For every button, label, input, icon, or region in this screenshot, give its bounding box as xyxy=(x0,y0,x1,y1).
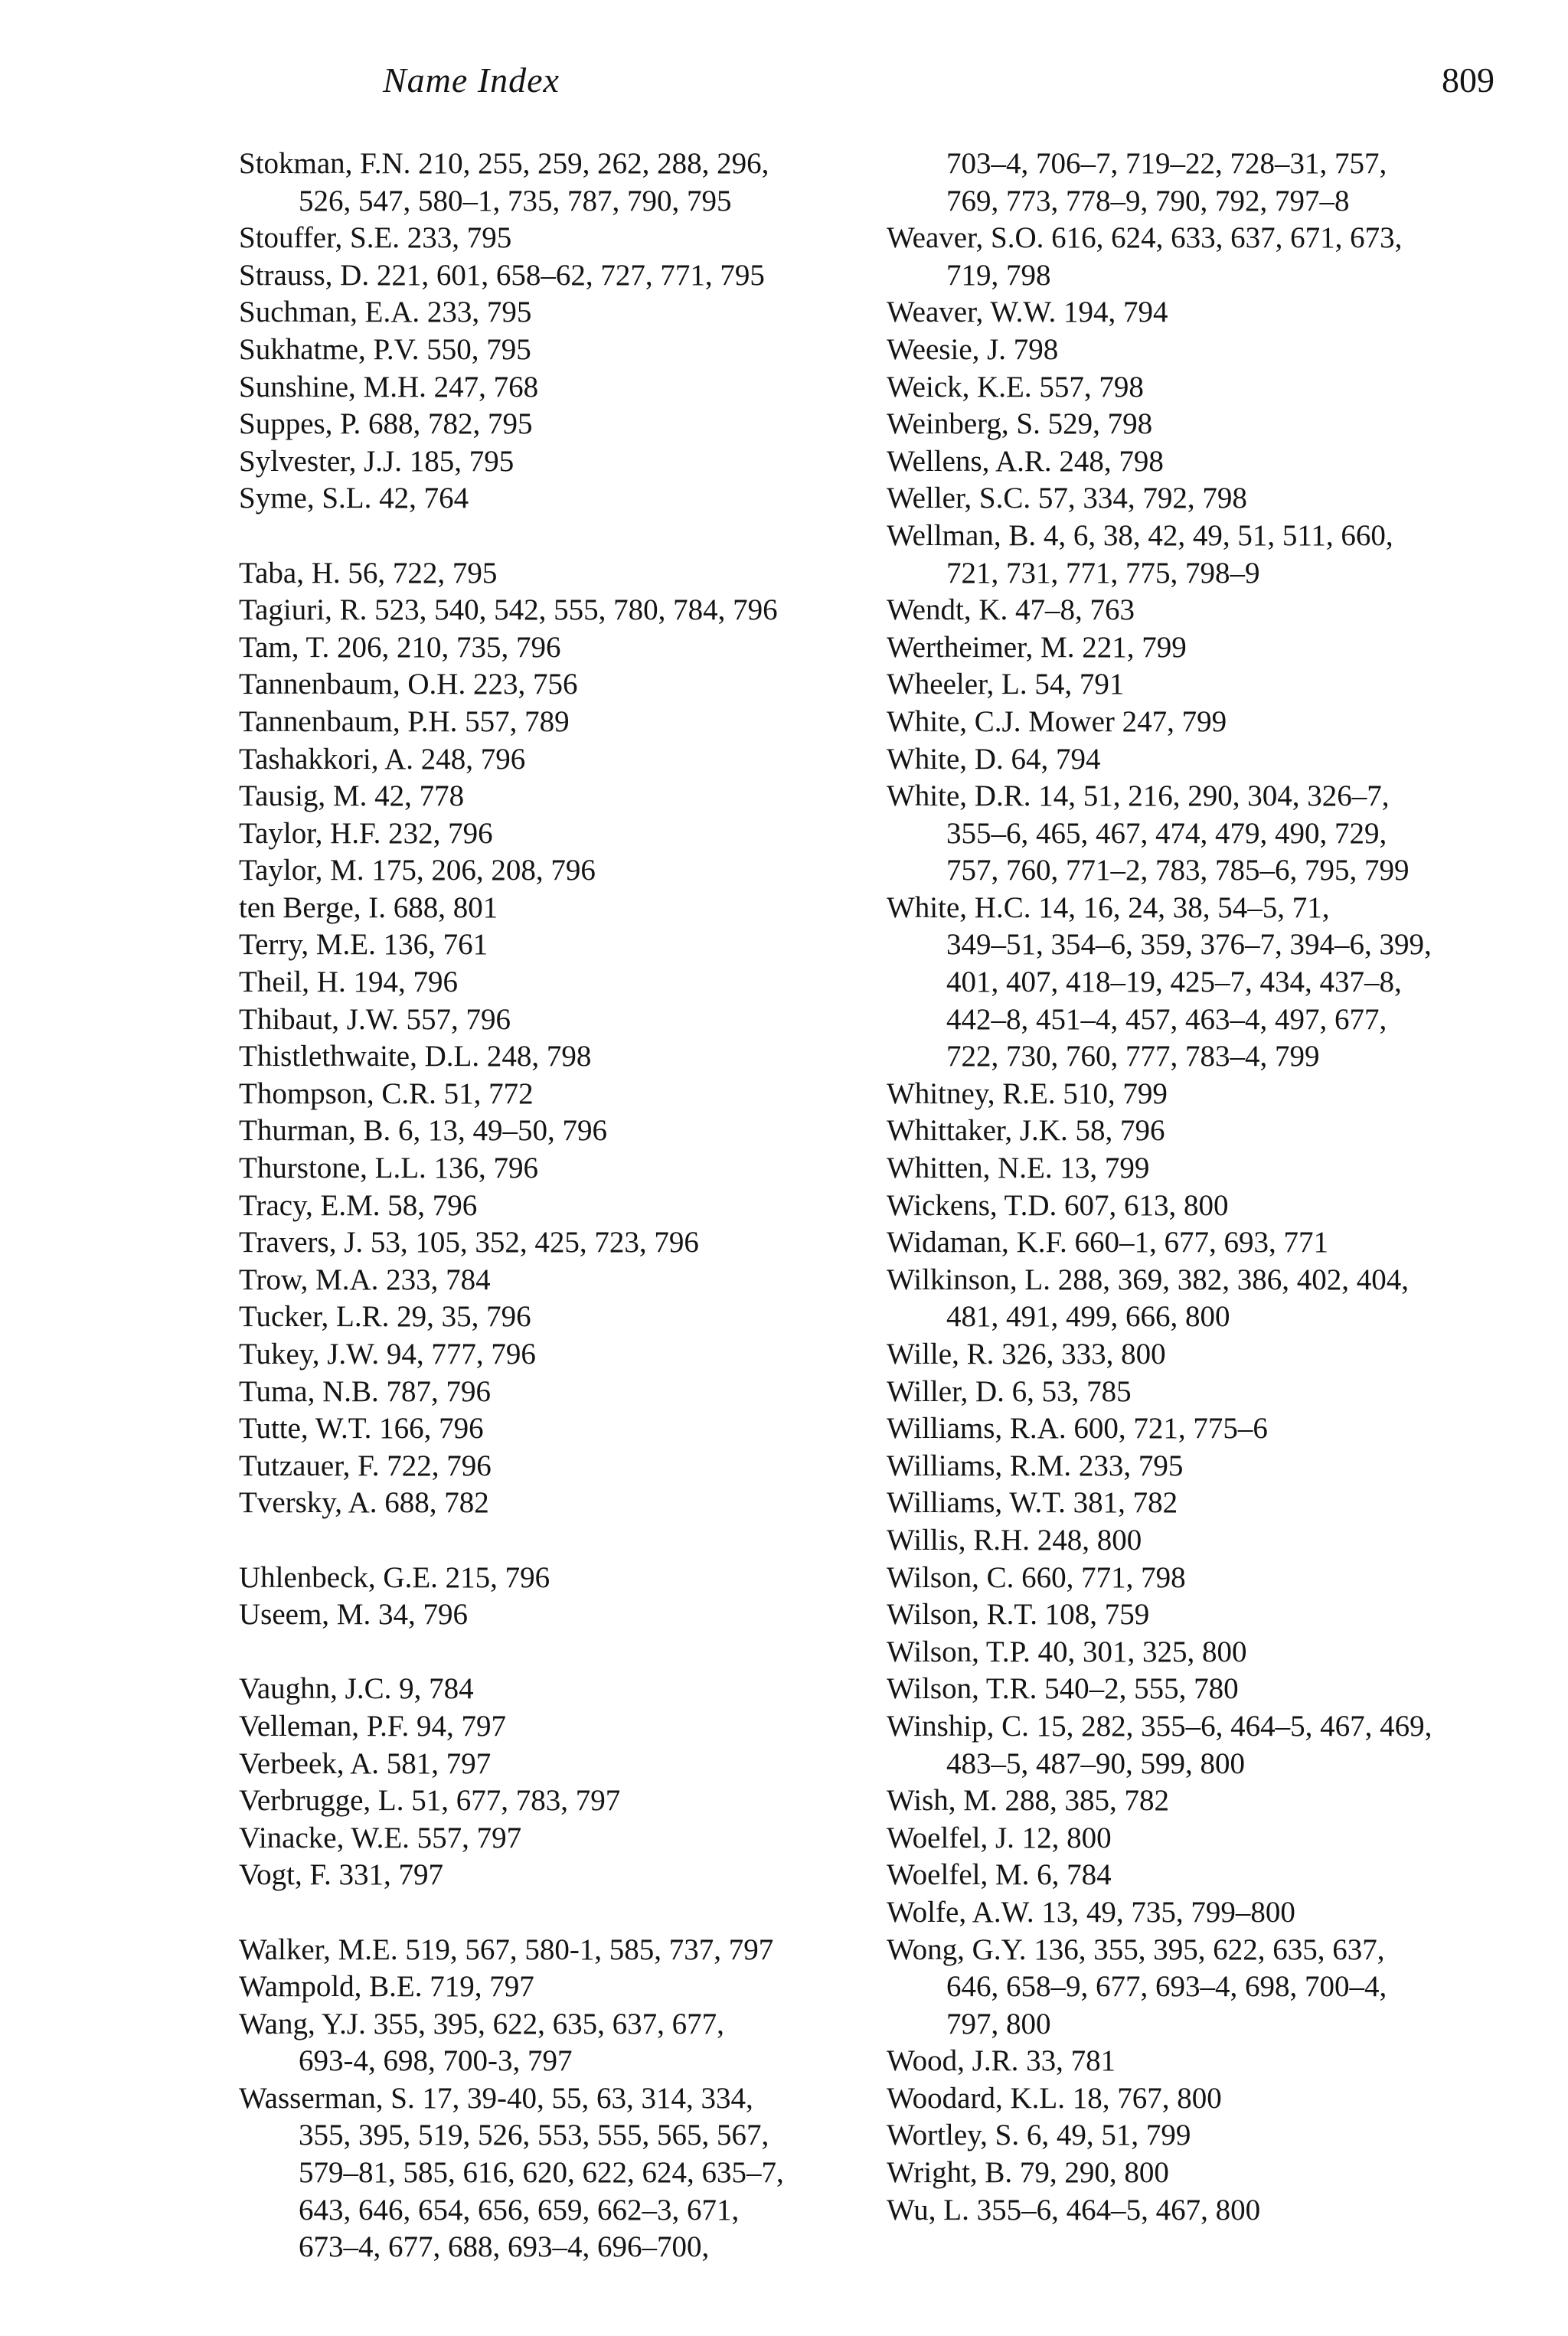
index-entry xyxy=(887,2155,1514,2192)
index-entry xyxy=(887,741,1514,779)
index-entry xyxy=(239,964,890,1001)
index-entry-line: Tannenbaum, O.H. 223, 756 xyxy=(239,668,578,701)
index-entry-line: Wong, G.Y. 136, 355, 395, 622, 635, 637, xyxy=(887,1933,1385,1966)
index-entry xyxy=(887,294,1514,332)
index-entry-line: Useem, M. 34, 796 xyxy=(239,1598,468,1632)
index-entry-continuation-line: 769, 773, 778–9, 790, 792, 797–8 xyxy=(946,184,1350,217)
index-entry xyxy=(239,1968,890,2006)
index-entry xyxy=(239,1076,890,1113)
index-entry xyxy=(887,480,1514,518)
index-entry xyxy=(239,369,890,407)
index-entry-line: Whitten, N.E. 13, 799 xyxy=(887,1152,1150,1185)
index-entry xyxy=(239,926,890,964)
index-entry-continuation-line: 483–5, 487–90, 599, 800 xyxy=(946,1746,1245,1780)
index-entry-line: Travers, J. 53, 105, 352, 425, 723, 796 xyxy=(239,1226,699,1259)
index-entry xyxy=(239,741,890,779)
index-entry xyxy=(887,1336,1514,1374)
index-entry-line: White, D. 64, 794 xyxy=(887,742,1101,776)
index-entry-continuation-line: 646, 658–9, 677, 693–4, 698, 700–4, xyxy=(946,1970,1387,2004)
index-entry xyxy=(239,592,890,629)
index-entry xyxy=(239,1560,890,1597)
index-entry xyxy=(239,704,890,741)
index-entry-line: Winship, C. 15, 282, 355–6, 464–5, 467, 469, xyxy=(887,1709,1432,1743)
index-entry-continuation-line: 797, 800 xyxy=(946,2007,1051,2040)
index-entry-line: Thompson, C.R. 51, 772 xyxy=(239,1077,534,1110)
letter-group-gap xyxy=(239,1634,890,1671)
index-entry-line: Wu, L. 355–6, 464–5, 467, 800 xyxy=(887,2193,1261,2227)
index-entry-continuation-line: 721, 731, 771, 775, 798–9 xyxy=(946,556,1260,590)
index-entry xyxy=(887,220,1514,294)
index-entry-line: Wish, M. 288, 385, 782 xyxy=(887,1784,1169,1818)
index-entry xyxy=(887,518,1514,592)
index-entry-line: Velleman, P.F. 94, 797 xyxy=(239,1709,506,1743)
letter-group-gap xyxy=(239,1522,890,1560)
index-entry xyxy=(887,332,1514,369)
index-entry xyxy=(887,2192,1514,2230)
index-entry xyxy=(239,1671,890,1708)
index-entry-line: Tukey, J.W. 94, 777, 796 xyxy=(239,1338,536,1371)
index-entry-line: Wilkinson, L. 288, 369, 382, 386, 402, 404, xyxy=(887,1263,1410,1296)
index-entry-continuation-line: 442–8, 451–4, 457, 463–4, 497, 677, xyxy=(946,1002,1387,1036)
index-entry xyxy=(887,369,1514,407)
index-entry-continued xyxy=(887,145,1514,220)
index-entry-line: Willis, R.H. 248, 800 xyxy=(887,1523,1142,1557)
index-entry-line: Uhlenbeck, G.E. 215, 796 xyxy=(239,1560,550,1594)
index-entry-line: Wertheimer, M. 221, 799 xyxy=(887,630,1187,664)
index-entry-line: Weaver, S.O. 616, 624, 633, 637, 671, 673, xyxy=(887,221,1403,255)
index-entry-continuation-line: 693-4, 698, 700-3, 797 xyxy=(299,2044,573,2078)
index-entry-line: Weinberg, S. 529, 798 xyxy=(887,407,1153,441)
index-entry xyxy=(887,1671,1514,1708)
index-entry-line: Woelfel, M. 6, 784 xyxy=(887,1858,1112,1892)
index-entry-line: Suppes, P. 688, 782, 795 xyxy=(239,407,533,441)
index-entry-line: 703–4, 706–7, 719–22, 728–31, 757, xyxy=(946,147,1387,180)
index-entry xyxy=(239,778,890,815)
index-entry-line: Wilson, T.P. 40, 301, 325, 800 xyxy=(887,1635,1247,1668)
index-entry xyxy=(239,1112,890,1150)
index-entry-line: Verbrugge, L. 51, 677, 783, 797 xyxy=(239,1784,621,1818)
index-entry xyxy=(887,1448,1514,1485)
index-entry-line: Strauss, D. 221, 601, 658–62, 727, 771, 795 xyxy=(239,258,765,292)
index-entry-line: Wolfe, A.W. 13, 49, 735, 799–800 xyxy=(887,1895,1295,1929)
index-entry xyxy=(887,1374,1514,1411)
index-entry-line: Wortley, S. 6, 49, 51, 799 xyxy=(887,2119,1191,2152)
index-entry xyxy=(887,1522,1514,1560)
index-entry-line: Taba, H. 56, 722, 795 xyxy=(239,556,498,590)
index-entry xyxy=(887,704,1514,741)
index-entry-continuation-line: 643, 646, 654, 656, 659, 662–3, 671, xyxy=(299,2193,740,2227)
index-entry-continuation-line: 526, 547, 580–1, 735, 787, 790, 795 xyxy=(299,184,732,217)
index-entry-line: Sukhatme, P.V. 550, 795 xyxy=(239,332,531,366)
index-entry xyxy=(239,220,890,257)
index-entry-line: Wilson, T.R. 540–2, 555, 780 xyxy=(887,1672,1239,1706)
index-entry-line: Wood, J.R. 33, 781 xyxy=(887,2044,1116,2078)
index-entry-continuation-line: 757, 760, 771–2, 783, 785–6, 795, 799 xyxy=(946,854,1410,887)
index-entry xyxy=(887,2043,1514,2080)
index-entry-line: Weaver, W.W. 194, 794 xyxy=(887,296,1168,329)
index-entry xyxy=(239,1746,890,1783)
index-entry-line: Wright, B. 79, 290, 800 xyxy=(887,2156,1169,2190)
index-entry xyxy=(239,2080,890,2266)
index-entry xyxy=(887,1150,1514,1188)
index-entry-line: Suchman, E.A. 233, 795 xyxy=(239,296,532,329)
index-entry-line: Terry, M.E. 136, 761 xyxy=(239,928,488,962)
index-entry xyxy=(887,1596,1514,1634)
index-entry-line: Thurman, B. 6, 13, 49–50, 796 xyxy=(239,1114,607,1148)
index-entry-line: Woelfel, J. 12, 800 xyxy=(887,1821,1112,1854)
index-entry xyxy=(239,1224,890,1262)
index-entry xyxy=(239,1596,890,1634)
index-entry-line: Theil, H. 194, 796 xyxy=(239,965,458,999)
index-entry-continuation-line: 355–6, 465, 467, 474, 479, 490, 729, xyxy=(946,816,1387,850)
index-entry xyxy=(239,257,890,295)
index-entry-line: Tucker, L.R. 29, 35, 796 xyxy=(239,1300,531,1334)
index-entry-line: Thistlethwaite, D.L. 248, 798 xyxy=(239,1040,592,1073)
index-entry-line: Williams, W.T. 381, 782 xyxy=(887,1486,1178,1520)
index-entry-continuation-line: 355, 395, 519, 526, 553, 555, 565, 567, xyxy=(299,2119,769,2152)
index-entry-line: Wille, R. 326, 333, 800 xyxy=(887,1338,1166,1371)
index-entry-line: Widaman, K.F. 660–1, 677, 693, 771 xyxy=(887,1226,1329,1259)
index-entry-line: Wang, Y.J. 355, 395, 622, 635, 637, 677, xyxy=(239,2007,724,2040)
letter-group-gap xyxy=(239,518,890,555)
index-entry xyxy=(887,778,1514,890)
index-entry-line: White, H.C. 14, 16, 24, 38, 54–5, 71, xyxy=(887,890,1330,924)
index-entry xyxy=(887,1076,1514,1113)
index-entry-line: Williams, R.A. 600, 721, 775–6 xyxy=(887,1412,1268,1446)
index-entry xyxy=(239,555,890,593)
index-entry-line: Williams, R.M. 233, 795 xyxy=(887,1449,1184,1482)
index-entry-line: Thurstone, L.L. 136, 796 xyxy=(239,1152,539,1185)
index-entry xyxy=(239,1150,890,1188)
index-entry-line: Vogt, F. 331, 797 xyxy=(239,1858,444,1892)
index-entry xyxy=(887,1820,1514,1857)
index-entry xyxy=(887,2117,1514,2155)
index-entry xyxy=(239,1374,890,1411)
index-entry-line: White, D.R. 14, 51, 216, 290, 304, 326–7, xyxy=(887,779,1390,813)
index-entry xyxy=(239,145,890,220)
index-entry-line: Stouffer, S.E. 233, 795 xyxy=(239,221,512,255)
index-entry xyxy=(887,406,1514,443)
index-entry-line: Weller, S.C. 57, 334, 792, 798 xyxy=(887,482,1247,515)
index-entry-line: Sylvester, J.J. 185, 795 xyxy=(239,444,514,478)
index-entry xyxy=(239,815,890,853)
index-entry-line: Taylor, M. 175, 206, 208, 796 xyxy=(239,854,596,887)
index-entry-line: Tam, T. 206, 210, 735, 796 xyxy=(239,630,561,664)
index-entry xyxy=(239,1262,890,1299)
index-entry-line: Weick, K.E. 557, 798 xyxy=(887,370,1144,403)
index-entry xyxy=(239,666,890,704)
index-entry-line: Tutte, W.T. 166, 796 xyxy=(239,1412,484,1446)
index-entry-line: Tuma, N.B. 787, 796 xyxy=(239,1374,492,1408)
index-entry xyxy=(887,2080,1514,2118)
index-entry-line: Wendt, K. 47–8, 763 xyxy=(887,593,1135,627)
index-entry xyxy=(239,629,890,667)
index-entry-line: Wilson, R.T. 108, 759 xyxy=(887,1598,1150,1632)
index-entry xyxy=(887,1708,1514,1782)
index-entry-line: Wellman, B. 4, 6, 38, 42, 49, 51, 511, 660, xyxy=(887,518,1393,552)
index-entry xyxy=(887,592,1514,629)
index-entry-continuation-line: 401, 407, 418–19, 425–7, 434, 437–8, xyxy=(946,965,1402,999)
index-entry-line: Taylor, H.F. 232, 796 xyxy=(239,816,493,850)
index-entry xyxy=(887,1112,1514,1150)
index-entry xyxy=(239,1188,890,1225)
index-entry-line: Tversky, A. 688, 782 xyxy=(239,1486,489,1520)
index-entry xyxy=(239,1336,890,1374)
index-entry xyxy=(887,1782,1514,1820)
index-entry xyxy=(887,1560,1514,1597)
index-column-left xyxy=(239,145,890,2266)
letter-group-gap xyxy=(239,1894,890,1932)
index-entry-continuation-line: 722, 730, 760, 777, 783–4, 799 xyxy=(946,1040,1320,1073)
index-column-right xyxy=(887,145,1514,2229)
index-entry-line: Sunshine, M.H. 247, 768 xyxy=(239,370,539,403)
index-entry xyxy=(239,294,890,332)
index-entry-continuation-line: 673–4, 677, 688, 693–4, 696–700, xyxy=(299,2230,710,2264)
index-entry-line: Wellens, A.R. 248, 798 xyxy=(887,444,1164,478)
index-entry-continuation-line: 579–81, 585, 616, 620, 622, 624, 635–7, xyxy=(299,2156,784,2190)
index-entry-line: Trow, M.A. 233, 784 xyxy=(239,1263,491,1296)
index-entry xyxy=(239,1410,890,1448)
index-entry xyxy=(239,1038,890,1076)
index-entry-line: Stokman, F.N. 210, 255, 259, 262, 288, 296, xyxy=(239,147,769,180)
index-entry-line: Tracy, E.M. 58, 796 xyxy=(239,1188,478,1222)
index-entry-line: Walker, M.E. 519, 567, 580-1, 585, 737, 797 xyxy=(239,1933,774,1966)
index-entry-line: Tannenbaum, P.H. 557, 789 xyxy=(239,704,570,738)
index-entry xyxy=(239,406,890,443)
index-entry xyxy=(887,666,1514,704)
index-entry-line: ten Berge, I. 688, 801 xyxy=(239,890,498,924)
index-entry xyxy=(887,890,1514,1076)
index-entry xyxy=(239,2006,890,2080)
index-entry xyxy=(887,1932,1514,2044)
index-entry xyxy=(239,1001,890,1039)
index-entry xyxy=(239,332,890,369)
page-number: 809 xyxy=(1442,60,1494,100)
index-entry-line: Wilson, C. 660, 771, 798 xyxy=(887,1560,1186,1594)
index-entry-line: Tashakkori, A. 248, 796 xyxy=(239,742,526,776)
index-entry xyxy=(887,1188,1514,1225)
index-entry-line: Tausig, M. 42, 778 xyxy=(239,779,465,813)
index-entry-line: Weesie, J. 798 xyxy=(887,332,1059,366)
index-entry xyxy=(239,443,890,481)
index-entry xyxy=(239,1932,890,1969)
index-entry-line: Wickens, T.D. 607, 613, 800 xyxy=(887,1188,1229,1222)
index-entry xyxy=(887,1857,1514,1894)
index-entry xyxy=(239,852,890,890)
index-entry xyxy=(239,1448,890,1485)
index-entry xyxy=(239,1485,890,1522)
index-entry xyxy=(239,890,890,927)
index-entry-line: Verbeek, A. 581, 797 xyxy=(239,1746,492,1780)
index-entry xyxy=(887,1262,1514,1336)
index-entry xyxy=(239,480,890,518)
index-entry-line: Woodard, K.L. 18, 767, 800 xyxy=(887,2081,1222,2115)
index-entry-continuation-line: 349–51, 354–6, 359, 376–7, 394–6, 399, xyxy=(946,928,1432,962)
index-entry-continuation-line: 719, 798 xyxy=(946,258,1051,292)
index-entry-line: Wasserman, S. 17, 39-40, 55, 63, 314, 334, xyxy=(239,2081,753,2115)
index-entry xyxy=(239,1708,890,1746)
index-entry-line: White, C.J. Mower 247, 799 xyxy=(887,704,1227,738)
index-entry-line: Vinacke, W.E. 557, 797 xyxy=(239,1821,522,1854)
index-entry-line: Tutzauer, F. 722, 796 xyxy=(239,1449,492,1482)
index-entry-line: Whitney, R.E. 510, 799 xyxy=(887,1077,1168,1110)
index-entry-line: Tagiuri, R. 523, 540, 542, 555, 780, 784, 796 xyxy=(239,593,778,627)
index-entry-line: Wheeler, L. 54, 791 xyxy=(887,668,1125,701)
running-title: Name Index xyxy=(383,60,560,100)
index-entry xyxy=(239,1782,890,1820)
index-entry xyxy=(239,1857,890,1894)
index-entry xyxy=(887,1224,1514,1262)
index-entry-line: Thibaut, J.W. 557, 796 xyxy=(239,1002,511,1036)
index-entry-continuation-line: 481, 491, 499, 666, 800 xyxy=(946,1300,1230,1334)
index-entry xyxy=(239,1299,890,1336)
index-entry xyxy=(887,1634,1514,1671)
index-entry-line: Willer, D. 6, 53, 785 xyxy=(887,1374,1132,1408)
index-entry-line: Vaughn, J.C. 9, 784 xyxy=(239,1672,474,1706)
index-entry xyxy=(887,1485,1514,1522)
index-entry xyxy=(887,629,1514,667)
index-entry-line: Syme, S.L. 42, 764 xyxy=(239,482,469,515)
index-entry xyxy=(239,1820,890,1857)
index-entry xyxy=(887,443,1514,481)
index-entry-line: Wampold, B.E. 719, 797 xyxy=(239,1970,534,2004)
index-entry xyxy=(887,1410,1514,1448)
index-entry xyxy=(887,1894,1514,1932)
index-entry-line: Whittaker, J.K. 58, 796 xyxy=(887,1114,1165,1148)
